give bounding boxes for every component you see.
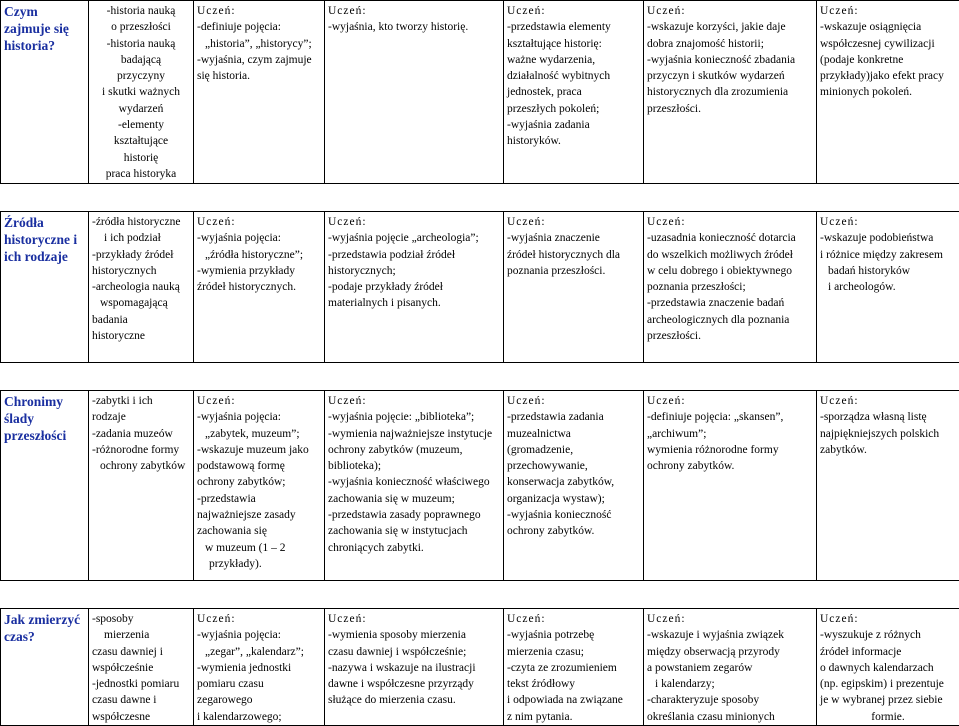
content-line: -zabytki i ich — [92, 393, 190, 409]
requirement-line: poznania przeszłości. — [507, 263, 640, 279]
requirements-very-good-cell — [644, 212, 817, 363]
content-line: -historia nauką — [92, 3, 190, 19]
student-heading: Uczeń: — [820, 393, 956, 409]
student-heading: Uczeń: — [647, 3, 813, 19]
requirement-line: chroniących zabytki. — [328, 540, 500, 556]
requirement-line: ochrony zabytków. — [507, 523, 640, 539]
requirements-good-cell — [504, 212, 644, 363]
requirement-line: biblioteka); — [328, 458, 500, 474]
content-cell — [89, 212, 194, 363]
content-line: -sposoby — [92, 611, 190, 627]
requirement-line: źródeł historycznych. — [197, 279, 321, 295]
requirement-line: -wyjaśnia konieczność zbadania — [647, 52, 813, 68]
requirement-line: formie. — [820, 709, 956, 725]
topic-line: historia? — [4, 37, 85, 54]
content-cell — [89, 609, 194, 726]
requirement-line: najpiękniejszych polskich — [820, 426, 956, 442]
requirement-line: o dawnych kalendarzach — [820, 660, 956, 676]
topic-cell — [1, 391, 89, 581]
content-line: i skutki ważnych — [92, 84, 190, 100]
requirements-excellent-cell — [817, 391, 959, 581]
requirements-good-cell — [504, 1, 644, 184]
requirement-line: „zabytek, muzeum”; — [197, 426, 321, 442]
table-row — [1, 212, 959, 363]
requirement-line: „archiwum”; — [647, 426, 813, 442]
requirement-line: -wskazuje muzeum jako — [197, 442, 321, 458]
student-heading: Uczeń: — [647, 393, 813, 409]
requirement-line: -wymienia przykłady — [197, 263, 321, 279]
requirements-sufficient-cell — [325, 609, 504, 726]
requirement-line: materialnych i pisanych. — [328, 295, 500, 311]
topic-line: przeszłości — [4, 427, 85, 444]
requirement-line: -wyjaśnia, kto tworzy historię. — [328, 19, 500, 35]
requirements-sufficient-cell — [325, 391, 504, 581]
requirement-line: przykłady)jako efekt pracy — [820, 68, 956, 84]
topic-line: zajmuje się — [4, 20, 85, 37]
requirement-line: konserwacja zabytków, — [507, 474, 640, 490]
requirement-line: działalność wybitnych — [507, 68, 640, 84]
requirement-line: czasu dawniej i współcześnie; — [328, 644, 500, 660]
topic-line: Jak zmierzyć — [4, 611, 85, 628]
content-line: mierzenia — [92, 627, 190, 643]
requirement-line: -wskazuje i wyjaśnia związek — [647, 627, 813, 643]
content-line: ochrony zabytków — [92, 458, 190, 474]
requirement-line: archeologicznych dla poznania — [647, 312, 813, 328]
requirements-excellent-cell — [817, 609, 959, 726]
content-line: -różnorodne formy — [92, 442, 190, 458]
requirement-line: „źródła historyczne”; — [197, 247, 321, 263]
student-heading: Uczeń: — [328, 214, 500, 230]
requirement-line: (gromadzenie, — [507, 442, 640, 458]
requirement-line: „historia”, „historycy”; — [197, 36, 321, 52]
requirement-line: i różnice między zakresem — [820, 247, 956, 263]
requirements-sufficient-cell — [325, 212, 504, 363]
requirement-line: do wszelkich możliwych źródeł — [647, 247, 813, 263]
content-line: kształtujące — [92, 133, 190, 149]
content-line: historycznych — [92, 263, 190, 279]
topic-line: Chronimy — [4, 393, 85, 410]
requirements-very-good-cell — [644, 391, 817, 581]
student-heading: Uczeń: — [647, 611, 813, 627]
topic-line: historyczne i — [4, 231, 85, 248]
requirement-line: kształtujące historię: — [507, 36, 640, 52]
requirement-line: w celu dobrego i obiektywnego — [647, 263, 813, 279]
requirement-line: -wyszukuje z różnych — [820, 627, 956, 643]
requirement-line: -uzasadnia konieczność dotarcia — [647, 230, 813, 246]
content-line: o przeszłości — [92, 19, 190, 35]
content-line: czasu dawne i — [92, 692, 190, 708]
requirement-line: -przedstawia podział źródeł — [328, 247, 500, 263]
topic-cell — [1, 609, 89, 726]
requirement-line: przykłady). — [197, 556, 321, 572]
requirement-line: (podaje konkretne — [820, 52, 956, 68]
requirement-line: i archeologów. — [820, 279, 956, 295]
requirement-line: -wyjaśnia zadania — [507, 117, 640, 133]
requirement-line: -wyjaśnia pojęcia: — [197, 627, 321, 643]
requirement-line: pomiaru czasu — [197, 676, 321, 692]
requirement-line: wymienia różnorodne formy — [647, 442, 813, 458]
requirements-basic-cell — [194, 212, 325, 363]
requirements-excellent-cell — [817, 1, 959, 184]
requirement-line: poznania przeszłości; — [647, 279, 813, 295]
requirements-sufficient-cell — [325, 1, 504, 184]
requirements-good-cell — [504, 609, 644, 726]
requirement-line: się historia. — [197, 68, 321, 84]
requirement-line: tekst źródłowy — [507, 676, 640, 692]
topic-line: Czym — [4, 3, 85, 20]
requirement-line: je w wybranej przez siebie — [820, 692, 956, 708]
requirement-line: podstawową formę — [197, 458, 321, 474]
requirement-line: zegarowego — [197, 692, 321, 708]
requirement-line: ochrony zabytków (muzeum, — [328, 442, 500, 458]
topic-line: ich rodzaje — [4, 248, 85, 265]
requirement-line: mierzenia czasu; — [507, 644, 640, 660]
student-heading: Uczeń: — [820, 214, 956, 230]
requirement-line: ochrony zabytków; — [197, 474, 321, 490]
requirement-line: przechowywanie, — [507, 458, 640, 474]
requirement-line: określania czasu minionych — [647, 709, 813, 725]
requirement-line: zachowania się w instytucjach — [328, 523, 500, 539]
student-heading: Uczeń: — [328, 393, 500, 409]
requirement-line: -wyjaśnia znaczenie — [507, 230, 640, 246]
requirement-line: i odpowiada na związane — [507, 692, 640, 708]
requirements-very-good-cell — [644, 609, 817, 726]
content-line: -elementy — [92, 117, 190, 133]
requirement-line: -wymienia jednostki — [197, 660, 321, 676]
requirement-line: jednostek, praca — [507, 84, 640, 100]
requirement-line: służące do mierzenia czasu. — [328, 692, 500, 708]
content-line: badającą — [92, 52, 190, 68]
requirement-line: przeszłych pokoleń; — [507, 101, 640, 117]
requirement-line: -przedstawia — [197, 491, 321, 507]
content-line: praca historyka — [92, 166, 190, 182]
requirement-line: przeszłości. — [647, 328, 813, 344]
content-line: i ich podział — [92, 230, 190, 246]
requirement-line: -wyjaśnia pojęcie: „biblioteka”; — [328, 409, 500, 425]
content-line: wspomagającą — [92, 295, 190, 311]
requirement-line: organizacja wystaw); — [507, 491, 640, 507]
requirement-line: -definiuje pojęcia: — [197, 19, 321, 35]
requirement-line: -wyjaśnia pojęcia: — [197, 230, 321, 246]
table-row — [1, 609, 959, 726]
content-line: -jednostki pomiaru — [92, 676, 190, 692]
requirement-line: historycznych; — [328, 263, 500, 279]
requirement-line: ochrony zabytków. — [647, 458, 813, 474]
student-heading: Uczeń: — [197, 611, 321, 627]
requirement-line: -wskazuje korzyści, jakie daje — [647, 19, 813, 35]
requirement-line: -wyjaśnia, czym zajmuje — [197, 52, 321, 68]
table-row — [1, 391, 959, 581]
student-heading: Uczeń: — [507, 393, 640, 409]
table-row — [1, 1, 959, 184]
requirement-line: ważne wydarzenia, — [507, 52, 640, 68]
student-heading: Uczeń: — [507, 3, 640, 19]
content-line: czasu dawniej i — [92, 644, 190, 660]
topic-cell — [1, 212, 89, 363]
requirement-line: -sporządza własną listę — [820, 409, 956, 425]
row-spacer — [1, 581, 959, 609]
content-line: -źródła historyczne — [92, 214, 190, 230]
requirement-line: -charakteryzuje sposoby — [647, 692, 813, 708]
requirement-line: historycznych dla zrozumienia — [647, 84, 813, 100]
content-line: rodzaje — [92, 409, 190, 425]
requirement-line: przeszłości. — [647, 101, 813, 117]
requirement-line: -wskazuje osiągnięcia — [820, 19, 956, 35]
requirement-line: muzealnictwa — [507, 426, 640, 442]
requirements-basic-cell — [194, 391, 325, 581]
requirement-line: -podaje przykłady źródeł — [328, 279, 500, 295]
topic-line: ślady — [4, 410, 85, 427]
student-heading: Uczeń: — [507, 214, 640, 230]
content-line: przyczyny — [92, 68, 190, 84]
requirement-line: -wyjaśnia potrzebę — [507, 627, 640, 643]
requirement-line: -przedstawia elementy — [507, 19, 640, 35]
requirement-line: -wyjaśnia konieczność właściwego — [328, 474, 500, 490]
requirement-line: zachowania się w muzeum; — [328, 491, 500, 507]
content-line: badania — [92, 312, 190, 328]
requirement-line: dawne i współczesne przyrządy — [328, 676, 500, 692]
content-cell — [89, 1, 194, 184]
requirement-line: i kalendarzowego; — [197, 709, 321, 725]
requirement-line: -przedstawia zasady poprawnego — [328, 507, 500, 523]
requirement-line: -wskazuje podobieństwa — [820, 230, 956, 246]
requirement-line: a powstaniem zegarów — [647, 660, 813, 676]
requirement-line: zachowania się — [197, 523, 321, 539]
content-line: wydarzeń — [92, 101, 190, 117]
topic-cell — [1, 1, 89, 184]
requirement-line: współczesnej cywilizacji — [820, 36, 956, 52]
requirement-line: -definiuje pojęcia: „skansen”, — [647, 409, 813, 425]
student-heading: Uczeń: — [197, 214, 321, 230]
requirement-line: w muzeum (1 – 2 — [197, 540, 321, 556]
requirement-line: -wyjaśnia pojęcie „archeologia”; — [328, 230, 500, 246]
requirement-line: -nazywa i wskazuje na ilustracji — [328, 660, 500, 676]
topic-line: czas? — [4, 628, 85, 645]
row-spacer — [1, 184, 959, 212]
student-heading: Uczeń: — [197, 3, 321, 19]
requirement-line: -wyjaśnia konieczność — [507, 507, 640, 523]
requirement-line: najważniejsze zasady — [197, 507, 321, 523]
requirement-line: przyczyn i skutków wydarzeń — [647, 68, 813, 84]
requirement-line: -przedstawia zadania — [507, 409, 640, 425]
requirement-line: i kalendarzy; — [647, 676, 813, 692]
requirements-good-cell — [504, 391, 644, 581]
requirement-line: -przedstawia znaczenie badań — [647, 295, 813, 311]
requirement-line: -wymienia sposoby mierzenia — [328, 627, 500, 643]
student-heading: Uczeń: — [820, 3, 956, 19]
requirement-line: z nim pytania. — [507, 709, 640, 725]
student-heading: Uczeń: — [507, 611, 640, 627]
requirement-line: dobra znajomość historii; — [647, 36, 813, 52]
requirement-line: między obserwacją przyrody — [647, 644, 813, 660]
content-line: współczesne — [92, 709, 190, 725]
requirements-excellent-cell — [817, 212, 959, 363]
row-spacer — [1, 363, 959, 391]
content-line: historię — [92, 150, 190, 166]
content-cell — [89, 391, 194, 581]
requirement-line: źródeł informacje — [820, 644, 956, 660]
requirements-basic-cell — [194, 609, 325, 726]
requirement-line: „zegar”, „kalendarz”; — [197, 644, 321, 660]
content-line: -przykłady źródeł — [92, 247, 190, 263]
content-line: -archeologia nauką — [92, 279, 190, 295]
requirements-very-good-cell — [644, 1, 817, 184]
student-heading: Uczeń: — [328, 611, 500, 627]
topic-line: Źródła — [4, 214, 85, 231]
requirement-line: -czyta ze zrozumieniem — [507, 660, 640, 676]
requirement-line: -wyjaśnia pojęcia: — [197, 409, 321, 425]
requirement-line: (np. egipskim) i prezentuje — [820, 676, 956, 692]
requirement-line: historyków. — [507, 133, 640, 149]
student-heading: Uczeń: — [197, 393, 321, 409]
requirement-line: źródeł historycznych dla — [507, 247, 640, 263]
student-heading: Uczeń: — [328, 3, 500, 19]
content-line: -historia nauką — [92, 36, 190, 52]
content-line: współcześnie — [92, 660, 190, 676]
requirement-line: -wymienia najważniejsze instytucje — [328, 426, 500, 442]
requirement-line: minionych pokoleń. — [820, 84, 956, 100]
student-heading: Uczeń: — [647, 214, 813, 230]
requirements-basic-cell — [194, 1, 325, 184]
requirement-line: badań historyków — [820, 263, 956, 279]
content-line: historyczne — [92, 328, 190, 344]
student-heading: Uczeń: — [820, 611, 956, 627]
requirement-line: zabytków. — [820, 442, 956, 458]
content-line: -zadania muzeów — [92, 426, 190, 442]
